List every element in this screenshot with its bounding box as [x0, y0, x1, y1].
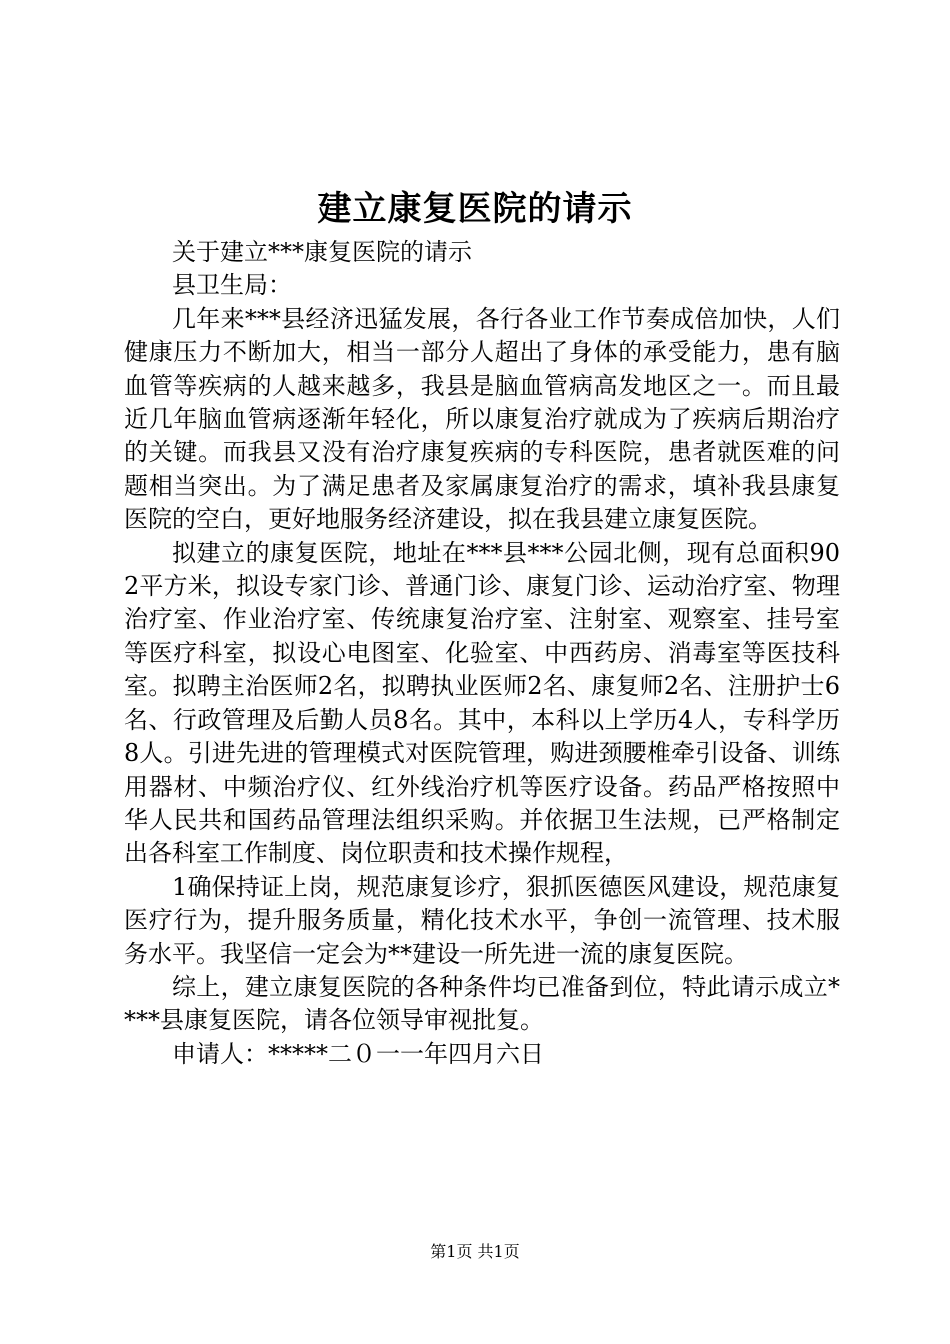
signature-line: 申请人：*****二０一一年四月六日 [172, 1039, 544, 1068]
subject-line: 关于建立***康复医院的请示 [172, 238, 472, 266]
recipient-line: 县卫生局： [172, 271, 292, 300]
document-body [124, 236, 840, 1071]
body-paragraph-conclusion: 综上，建立康复医院的各种条件均已准备到位，特此请示成立****县康复医院，请各位领导审视批复。 [124, 972, 840, 1035]
body-paragraph-background: 几年来***县经济迅猛发展，各行各业工作节奏成倍加快，人们健康压力不断加大，相当一部分人超出了身体的承受能力，患有脑血管等疾病的人越来越多，我县是脑血管病高发地区之一。而且最近几年脑血管病逐渐年轻化，所以康复治疗就成为了疾病后期治疗的关键。而我县又没有治疗康复疾病的专科医院，患者就医难的问题相当突出。为了满足患者及家属康复治疗的需求，填补我县康复医院的空白，更好地服务经济建设，拟在我县建立康复医院。 [124, 304, 840, 534]
page-footer: 第1页 共1页 [430, 1242, 520, 1261]
document-title: 建立康复医院的请示 [317, 189, 633, 229]
body-paragraph-details: 拟建立的康复医院，地址在***县***公园北侧，现有总面积902平方米，拟设专家门诊、普通门诊、康复门诊、运动治疗室、物理治疗室、作业治疗室、传统康复治疗室、注射室、观察室、挂号室等医疗科室，拟设心电图室、化验室、中西药房、消毒室等医技科室。拟聘主治医师2名，拟聘执业医师2名、康复师2名、注册护士6名、行政管理及后勤人员8名。其中，本科以上学历4人，专科学历8人。引进先进的管理模式对医院管理，购进颈腰椎牵引设备、训练用器材、中频治疗仪、红外线治疗机等医疗设备。药品严格按照中华人民共和国药品管理法组织采购。并依据卫生法规，已严格制定出各科室工作制度、岗位职责和技术操作规程， [124, 538, 840, 868]
body-paragraph-commitment: 1确保持证上岗，规范康复诊疗，狠抓医德医风建设，规范康复医疗行为，提升服务质量，精化技术水平，争创一流管理、技术服务水平。我坚信一定会为**建设一所先进一流的康复医院。 [124, 872, 840, 968]
